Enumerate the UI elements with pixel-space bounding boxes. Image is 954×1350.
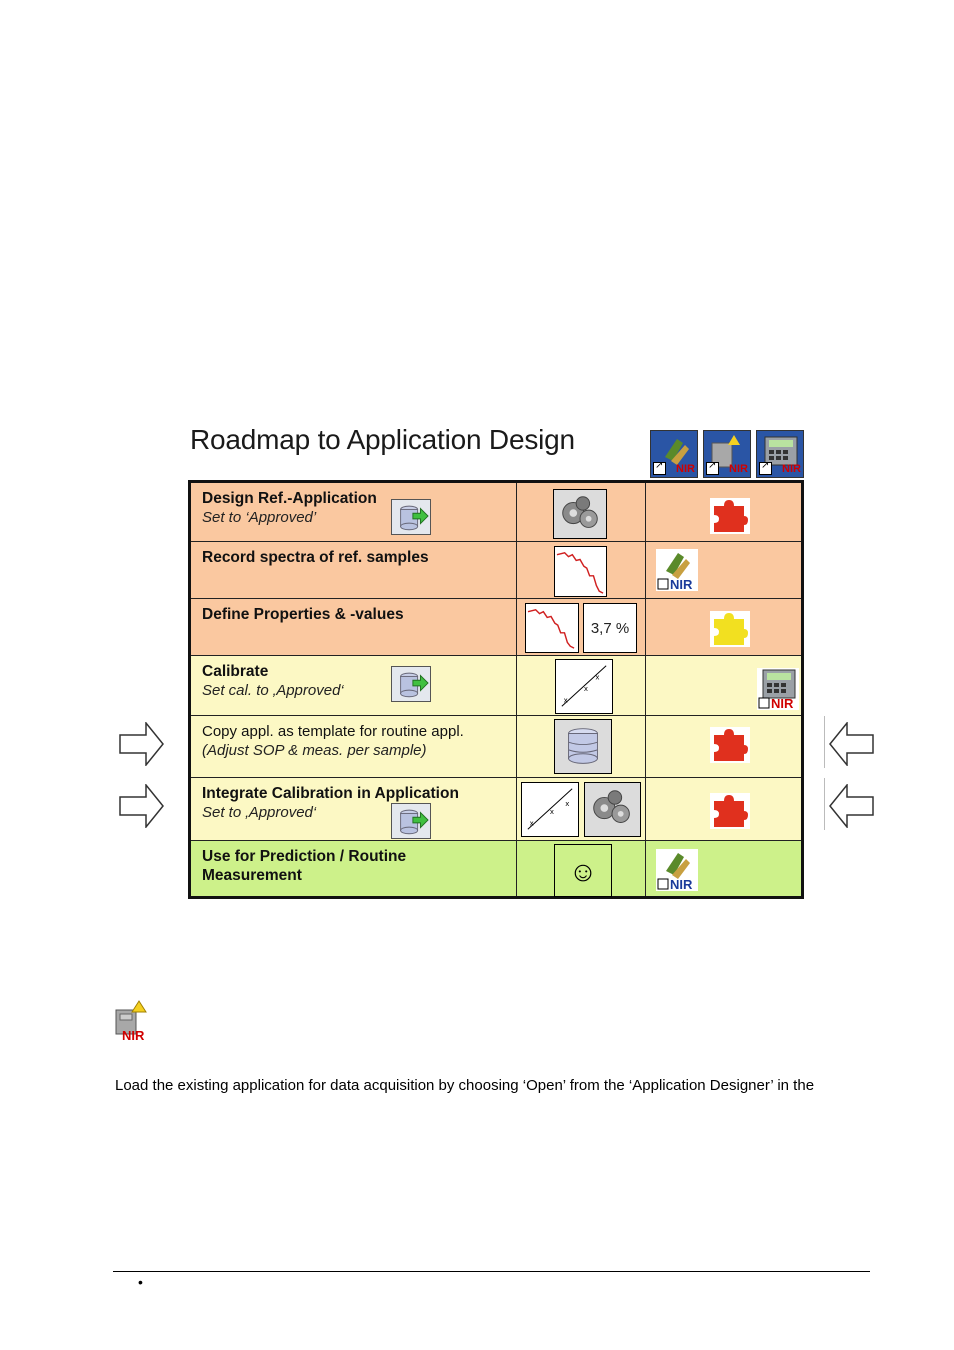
footer-divider: [113, 1271, 870, 1272]
application-designer-nir-icon[interactable]: [114, 1000, 156, 1042]
footer-bullet: •: [138, 1274, 143, 1290]
red-puzzle-icon: [710, 498, 750, 534]
arrow-left-icon: [827, 722, 875, 766]
spectrum-icon: [554, 546, 607, 597]
step-title: Design Ref.-Application: [202, 490, 377, 507]
svg-text:x: x: [595, 672, 600, 682]
roadmap-step-design-ref: [191, 483, 801, 541]
svg-text:x: x: [529, 818, 534, 828]
calculator-nir-icon: [757, 668, 799, 710]
svg-text:x: x: [563, 695, 568, 705]
roadmap-step-use-for-prediction: [191, 840, 801, 896]
step-title: Record spectra of ref. samples: [202, 549, 429, 566]
svg-text:x: x: [584, 683, 588, 693]
nir-label: NIR: [670, 877, 693, 891]
property-value-box: 3,7 %: [583, 603, 637, 653]
step-title: Calibrate: [202, 663, 269, 680]
spectrum-icon: [525, 603, 579, 653]
step-title: Define Properties & -values: [202, 606, 404, 623]
step-subtitle: Set to ‚Approved‘: [202, 804, 317, 821]
roadmap-step-define-properties: [191, 598, 801, 655]
calculator-nir-shortcut-icon[interactable]: ↗ NIR: [756, 430, 804, 478]
roadmap-step-record-spectra: [191, 541, 801, 598]
step-subtitle: Set cal. to ‚Approved‘: [202, 682, 344, 699]
database-export-icon: [391, 666, 431, 702]
step-title: Use for Prediction / Routine: [202, 848, 407, 865]
svg-text:x: x: [565, 799, 570, 809]
database-export-icon: [391, 499, 431, 535]
gears-icon: [584, 782, 641, 837]
roadmap-table: [188, 480, 804, 899]
application-designer-nir-shortcut-icon[interactable]: ↗ NIR: [703, 430, 751, 478]
calibration-plot-icon: [555, 659, 613, 714]
database-icon: [554, 719, 612, 774]
roadmap-step-calibrate: [191, 655, 801, 715]
svg-text:x: x: [550, 806, 554, 816]
roadmap-title: Roadmap to Application Design: [190, 424, 575, 455]
nir-label: NIR: [670, 577, 693, 591]
tools-nir-shortcut-icon[interactable]: ↗ NIR: [650, 430, 698, 478]
roadmap-step-copy-template: [191, 715, 801, 777]
database-export-icon: [391, 803, 431, 839]
tools-nir-icon: [656, 849, 698, 891]
arrow-right-icon: [119, 784, 165, 828]
roadmap-step-integrate-calibration: [191, 777, 801, 840]
step-title: Copy appl. as template for routine appl.: [202, 723, 464, 740]
arrow-right-icon: [119, 722, 165, 766]
nir-label: NIR: [122, 1028, 145, 1042]
body-paragraph: Load the existing application for data acquisition by choosing ‘Open’ from the ‘Application Designer’ in the: [115, 1077, 815, 1094]
yellow-puzzle-icon: [710, 611, 750, 647]
step-title-line2: Measurement: [202, 867, 302, 884]
arrow-left-icon: [827, 784, 875, 828]
tools-nir-icon: [656, 549, 698, 591]
smiley-icon: ☺: [554, 844, 612, 897]
red-puzzle-icon: [710, 792, 750, 830]
step-subtitle: (Adjust SOP & meas. per sample): [202, 742, 427, 759]
calibration-plot-icon: [521, 782, 579, 837]
red-puzzle-icon: [710, 726, 750, 764]
step-subtitle: Set to ‘Approved’: [202, 509, 317, 526]
nir-label: NIR: [771, 696, 794, 710]
gears-icon: [553, 489, 607, 539]
step-title: Integrate Calibration in Application: [202, 785, 459, 802]
